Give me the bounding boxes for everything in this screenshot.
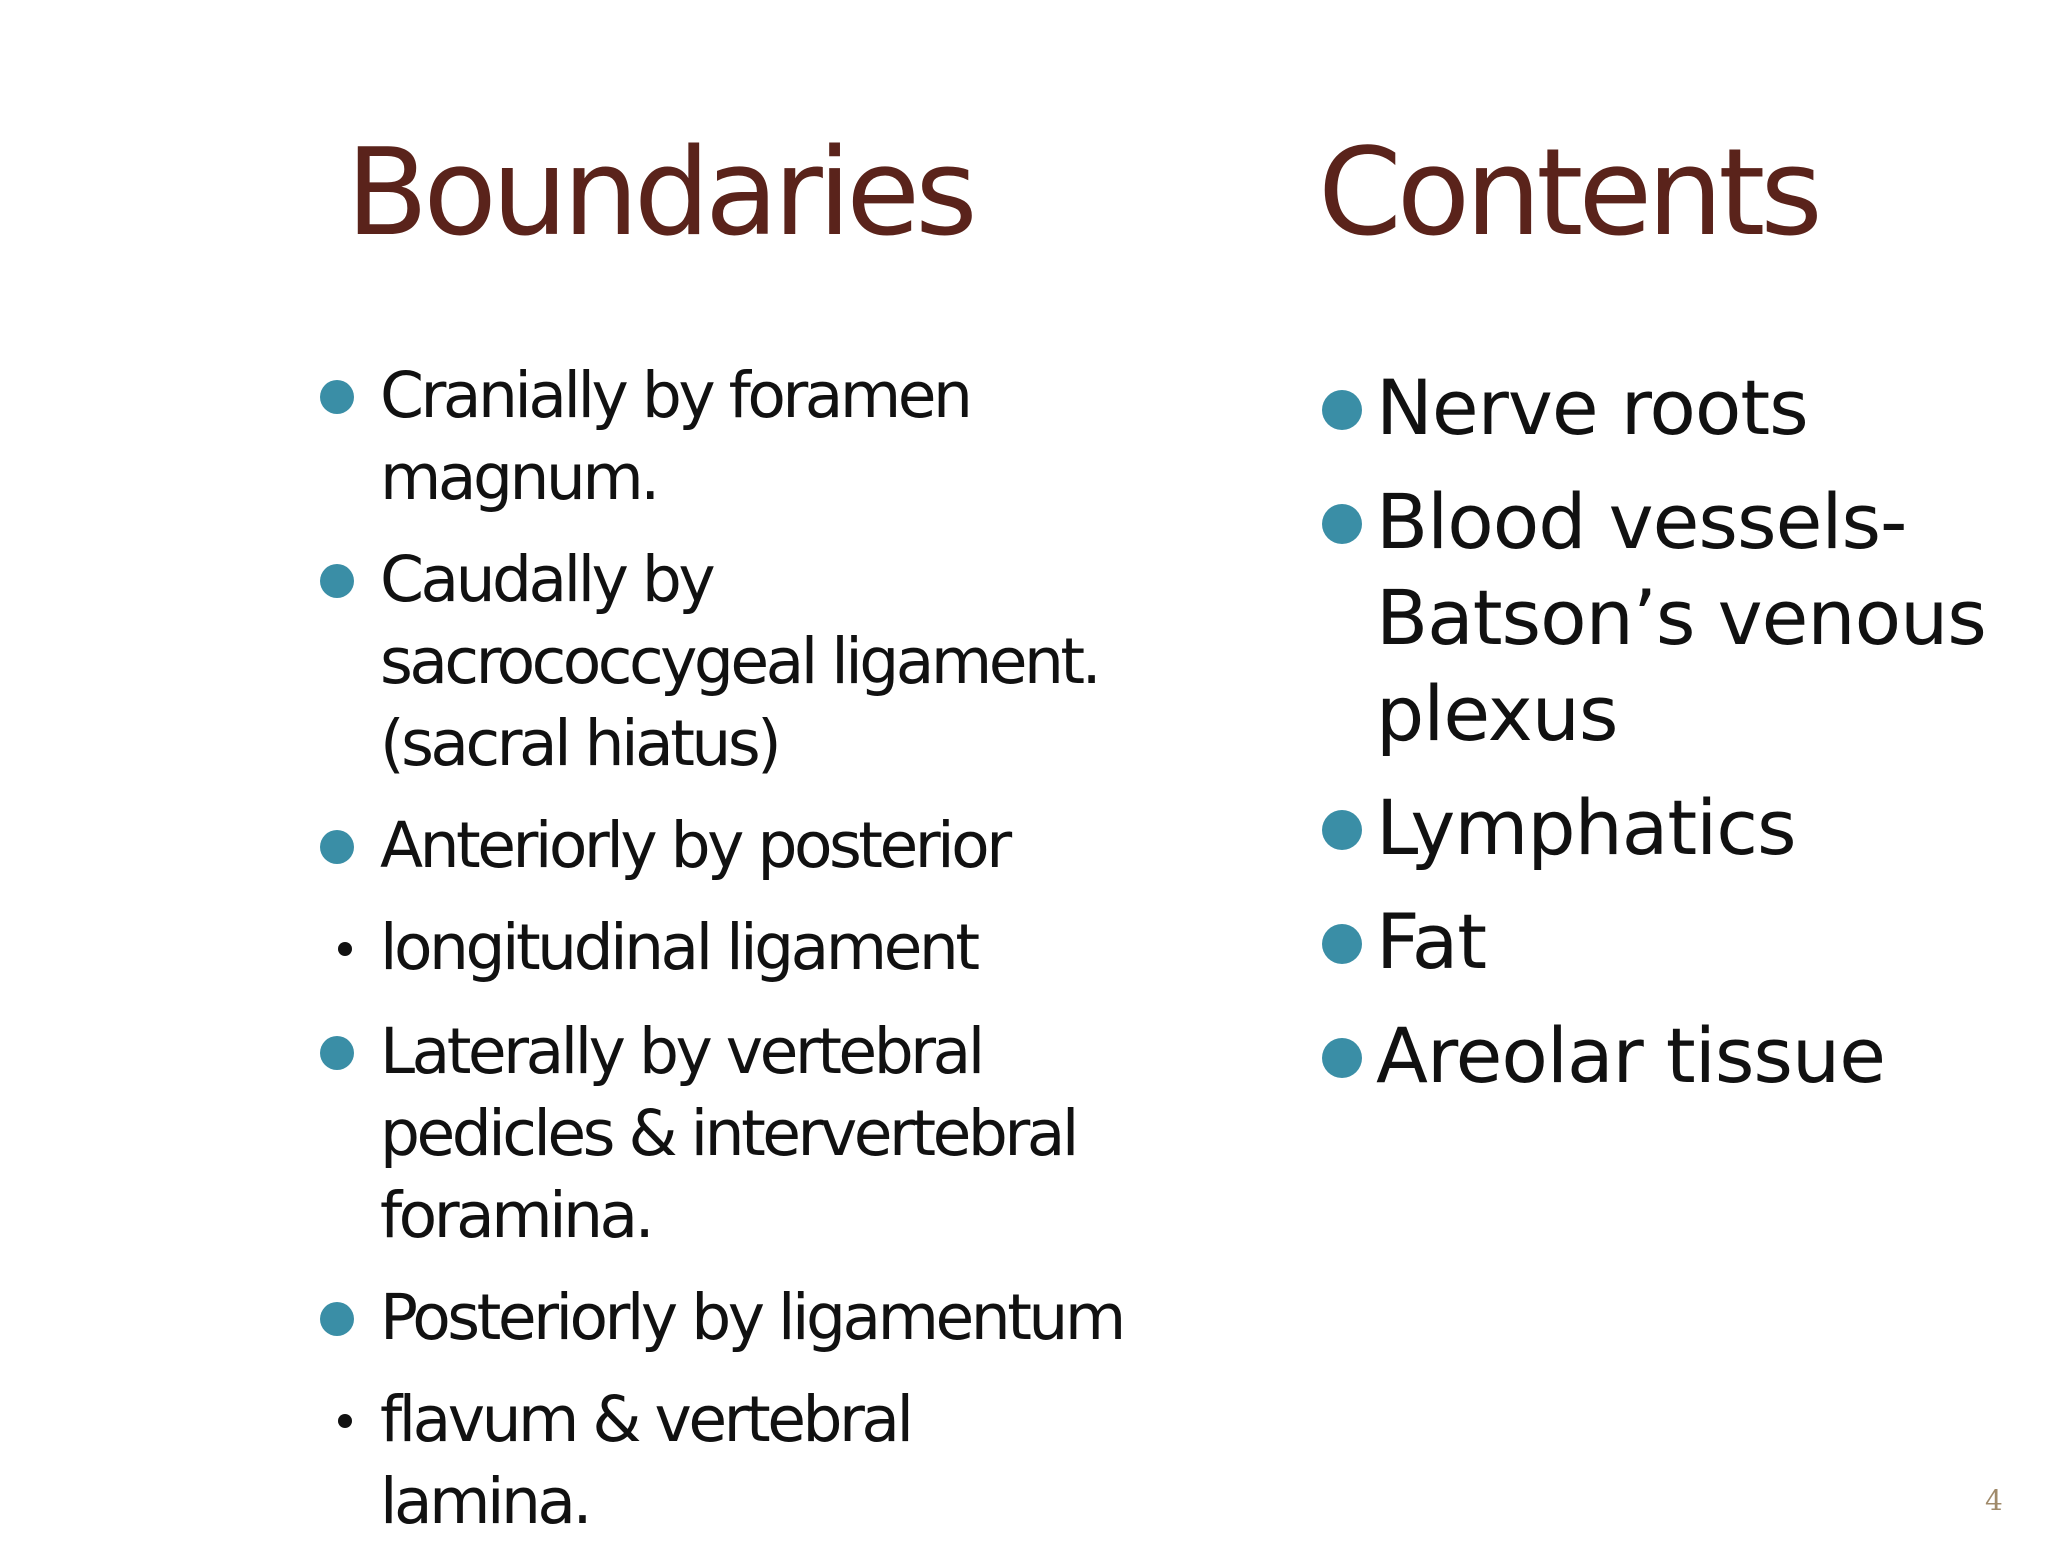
boundary-item-text: Cranially by foramen magnum. [380, 359, 970, 514]
content-item-text: Areolar tissue [1376, 1011, 1885, 1100]
bullet-dot-icon [320, 830, 354, 864]
boundary-item-caudal [316, 539, 1136, 785]
boundary-item-text: Laterally by vertebral pedicles & intervertebral foramina. [380, 1015, 1076, 1252]
boundary-item-text: Anteriorly by posterior [380, 809, 1009, 882]
contents-heading: Contents [1318, 124, 1818, 263]
content-item-areolar-tissue [1318, 1008, 2018, 1104]
content-item-fat [1318, 894, 2018, 990]
content-item-text: Lymphatics [1376, 783, 1796, 872]
bullet-dot-icon [1322, 810, 1362, 850]
boundary-item-anterior-continued [316, 907, 1136, 989]
boundary-item-posterior [316, 1277, 1136, 1359]
content-item-text: Fat [1376, 897, 1487, 986]
boundary-item-text: Posteriorly by ligamentum [380, 1281, 1123, 1354]
content-item-lymphatics [1318, 780, 2018, 876]
bullet-dot-icon [320, 564, 354, 598]
boundary-item-posterior-continued [316, 1379, 1136, 1543]
boundaries-list [316, 355, 1136, 1565]
bullet-dot-icon [1322, 1038, 1362, 1078]
bullet-dot-icon [320, 380, 354, 414]
boundary-item-text: longitudinal ligament [380, 911, 977, 984]
small-bullet-icon [338, 1414, 352, 1428]
content-item-blood-vessels [1318, 474, 2018, 762]
small-bullet-icon [338, 942, 352, 956]
bullet-dot-icon [320, 1302, 354, 1336]
contents-list [1318, 360, 2018, 1122]
boundary-item-anterior [316, 805, 1136, 887]
boundary-item-lateral [316, 1011, 1136, 1257]
content-item-text: Blood vessels- Batson’s venous plexus [1376, 477, 1986, 758]
bullet-dot-icon [320, 1036, 354, 1070]
boundary-item-cranial [316, 355, 1136, 519]
boundary-item-text: flavum & vertebral lamina. [380, 1383, 911, 1538]
bullet-dot-icon [1322, 390, 1362, 430]
content-item-text: Nerve roots [1376, 363, 1808, 452]
content-item-nerve-roots [1318, 360, 2018, 456]
boundary-item-text: Caudally by sacrococcygeal ligament. (sacral hiatus) [380, 543, 1099, 780]
bullet-dot-icon [1322, 504, 1362, 544]
boundaries-heading: Boundaries [346, 124, 973, 263]
page-number: 4 [1985, 1484, 2003, 1517]
bullet-dot-icon [1322, 924, 1362, 964]
